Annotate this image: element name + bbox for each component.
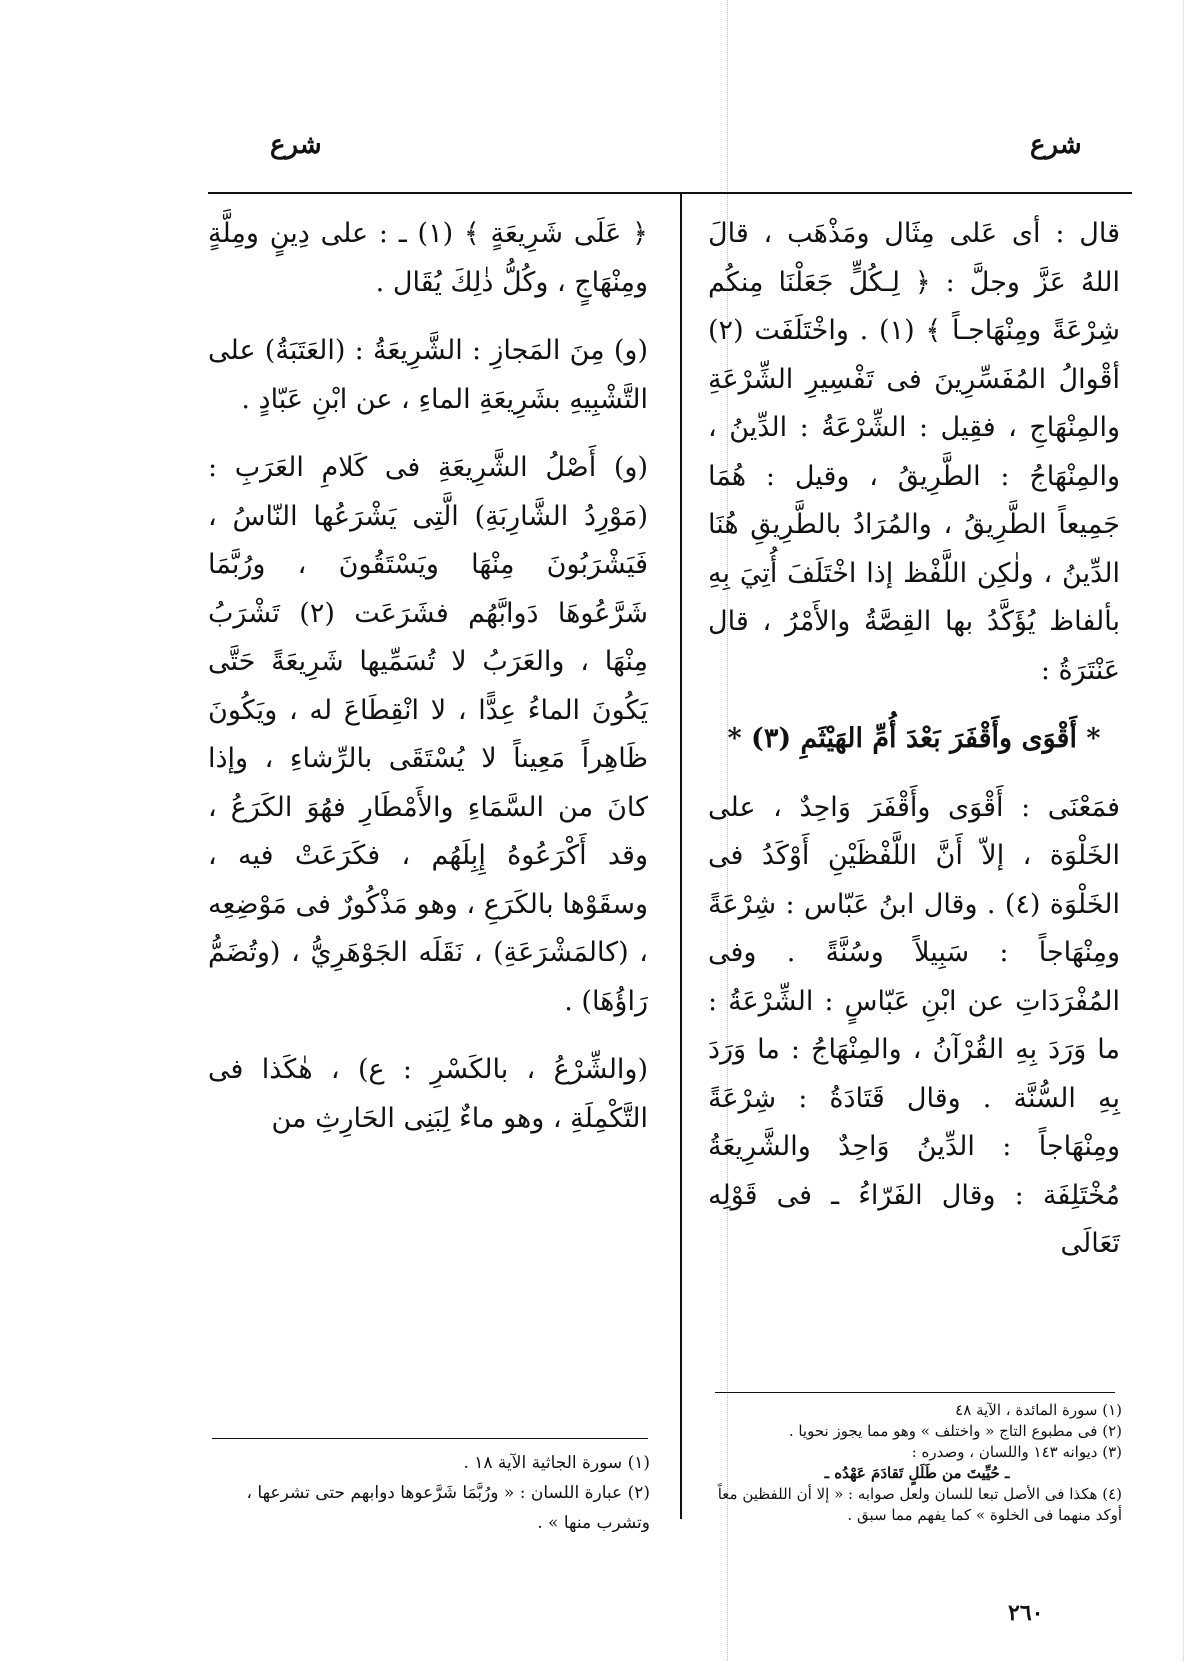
left-paragraph-1: ﴿ عَلَى شَرِيعَةٍ ﴾ (١) ـ : على دِينٍ ومِلَّةٍ ومِنْهَاجٍ ، وكُلُّ ذٰلِكَ يُقَال . xyxy=(208,218,649,298)
scan-edge-line xyxy=(1183,0,1184,1661)
left-paragraph-4: (والشِّرْعُ ، بالكَسْرِ : ع) ، هٰكَذا فى التَّكْمِلَةِ ، وهو ماءٌ لِبَنِى الحَارِثِ من xyxy=(208,1054,648,1134)
footnote-item: (١) سورة المائدة ، الآية ٤٨ xyxy=(955,1401,1122,1419)
footnote-verse: ـ حُيِّيتَ من طَلَلٍ تَقادَمَ عَهْدُه ـ xyxy=(824,1464,1010,1482)
footnote-item: (٢) فى مطبوع التاج « واختلف » وهو مما يجوز نحويا . xyxy=(788,1422,1122,1440)
right-paragraph-1: قال : أى عَلى مِثَال ومَذْهَب ، قالَ اللهُ عَزَّ وجلَّ : ﴿ لِـكُلٍّ جَعَلْنَا مِنكُم شِرْعَةً ومِنْهَاجـاً ﴾ (١) . واخْتَلَفَت (٢) أقْوالُ المُفَسِّرِينَ فى تَفْسِيرِ الشِّرْعَةِ والمِنْهَاجِ ، فقِيل : الشِّرْعَةُ : الدِّينُ ، والمِنْهَاجُ : الطَّرِيقُ ، وقيل : هُمَا جَمِيعاً الطَّرِيقُ ، والمُرَادُ بالطَّرِيقِ هُنَا الدِّينُ ، ولٰكِن اللَّفْظ إذا اخْتَلَفَ أُتِيَ بِهِ بألفاظ يُؤَكَّدُ بها القِصَّةُ والأَمْرُ ، قال عَنْتَرَةُ : xyxy=(708,218,1121,686)
footnote-rule-right xyxy=(715,1392,1115,1393)
footnotes-right xyxy=(712,1400,1122,1526)
right-column xyxy=(708,210,1120,1269)
right-paragraph-2: فمَعْنَى : أَقْوَى وأَقْفَرَ وَاحِدٌ ، على الخَلْوَة ، إلاّ أَنَّ اللَّفْظَيْنِ أَوْكَدُ فى الخَلْوَة (٤) . وقال ابنُ عَبّاس : شِرْعَةً ومِنْهَاجاً : سَبِيلاً وسُنَّةً . وفى المُفْرَدَاتِ عن ابْنِ عَبّاسٍ : الشِّرْعَةُ : ما وَرَدَ بِهِ القُرْآنُ ، والمِنْهَاجُ : ما وَرَدَ بِهِ السُّنَّة . وقال قَتَادَةُ : شِرْعَةً ومِنْهَاجاً : الدِّينُ وَاحِدٌ والشَّرِيعَةُ مُخْتَلِفَة : وقال الفَرّاءُ ـ فى قَوْلِه تَعَالَى xyxy=(708,791,1120,1259)
footnote-rule-left xyxy=(212,1438,648,1439)
running-header-right: شرع xyxy=(1030,130,1082,160)
footnotes-left xyxy=(210,1448,650,1538)
left-paragraph-2: (و) مِنَ المَجازِ : الشَّرِيعَةُ : (العَتَبَةُ) على التَّشْبِيهِ بشَرِيعَةِ الماءِ ، عن ابْنِ عَبّادٍ . xyxy=(208,335,648,415)
footnote-item: (٢) عبارة اللسان : « ورُبَّمَا شَرَّعوها دوابهم حتى تشرعها ، وتشرب منها » . xyxy=(246,1483,650,1533)
footnote-item: (٣) ديوانه ١٤٣ واللسان ، وصدره : xyxy=(911,1443,1122,1461)
page-number: ٢٦٠ xyxy=(1008,1600,1044,1626)
footnote-item: (٤) هكذا فى الأصل تبعا للسان ولعل صوابه : « إلا أن اللفظين معاً أوكد منهما فى الخلوة » كما يفهم مما سبق . xyxy=(717,1485,1122,1524)
running-header-left: شرع xyxy=(270,130,322,160)
poetry-verse: * أَقْوَى وأَقْفَرَ بَعْدَ أُمِّ الهَيْثَمِ (٣) * xyxy=(727,723,1101,754)
column-divider xyxy=(680,194,682,1519)
left-paragraph-3: (و) أَصْلُ الشَّرِيعَةِ فى كَلامِ العَرَبِ : (مَوْرِدُ الشَّارِبَةِ) الَّتِى يَشْرَعُها النّاسُ ، فَيَشْرَبُونَ مِنْهَا ويَسْتَقُونَ ، ورُبَّمَا شَرَّعُوهَا دَوابَّهُم فشَرَعَت (٢) تَشْرَبُ مِنْهَا ، والعَرَبُ لا تُسَمِّيها شَرِيعَةً حَتَّى يَكُونَ الماءُ عِدًّا ، لا انْقِطَاعَ له ، ويَكُونَ ظَاهِراً مَعِيناً لا يُسْتَقَى بالرِّشاءِ ، وإذا كانَ من السَّمَاءِ والأَمْطَارِ فهُوَ الكَرَعُ ، وقد أَكْرَعُوهُ إِبِلَهُم ، فكَرَعَتْ فيه ، وسقَوْها بالكَرَعِ ، وهو مَذْكُورٌ فى مَوْضِعِه ، (كالمَشْرَعَةِ) ، نَقَلَه الجَوْهَرِيُّ ، (وتُضَمُّ رَاؤُهَا) . xyxy=(208,452,648,1017)
header-rule xyxy=(208,192,1132,194)
footnote-item: (١) سورة الجاثية الآية ١٨ . xyxy=(463,1453,650,1473)
left-column xyxy=(208,210,648,1143)
